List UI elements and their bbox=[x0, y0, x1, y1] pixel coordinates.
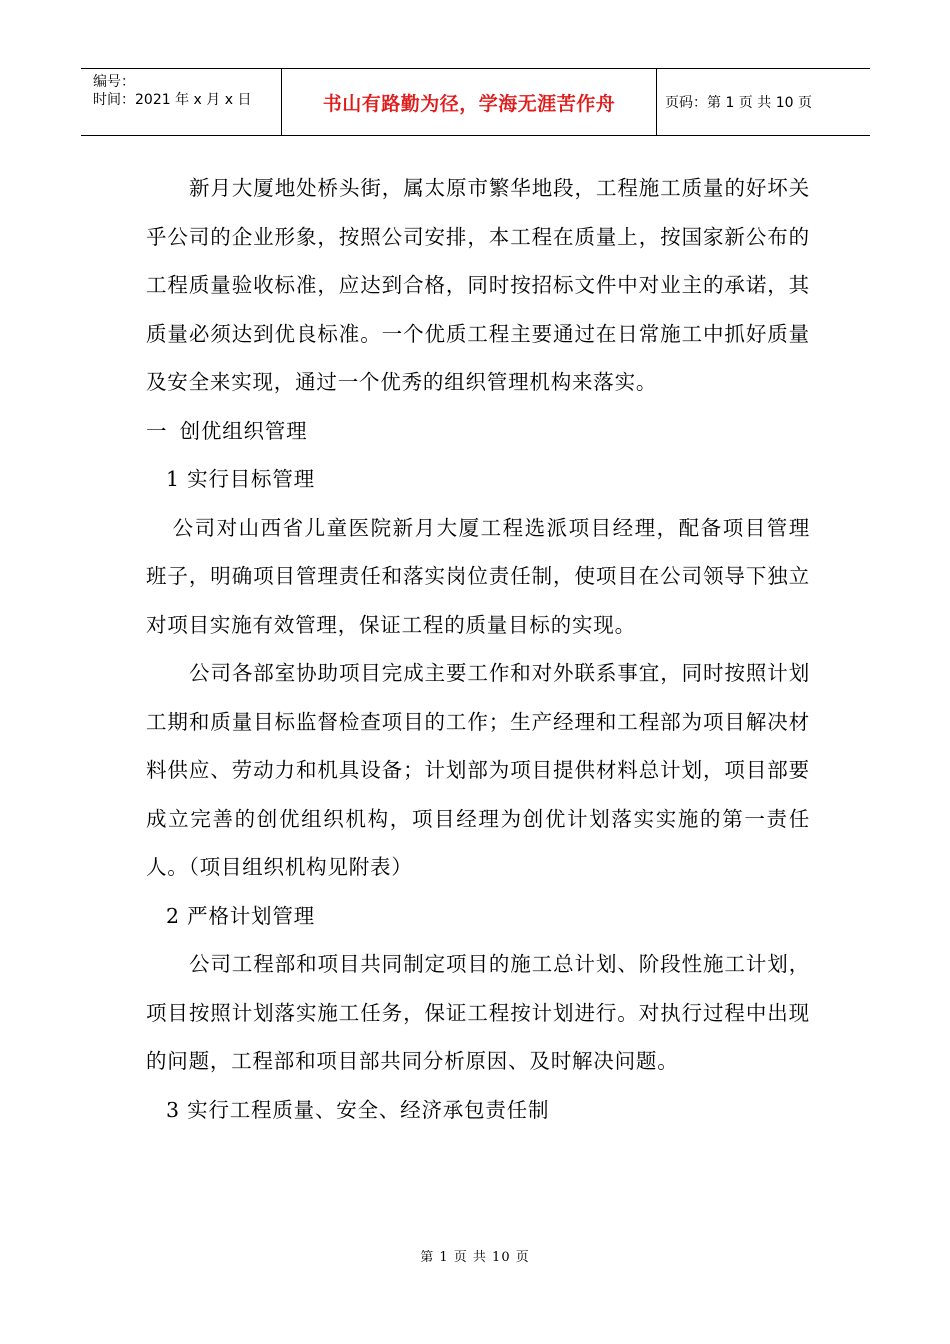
body-paragraph: 公司对山西省儿童医院新月大厦工程选派项目经理，配备项目管理班子，明确项目管理责任和落实岗位责任制，使项目在公司领导下独立对项目实施有效管理，保证工程的质量目标的实现。 bbox=[146, 515, 810, 637]
section-heading bbox=[146, 407, 810, 456]
intro-paragraph: 新月大厦地处桥头街，属太原市繁华地段，工程施工质量的好坏关乎公司的企业形象，按照公司安排，本工程在质量上，按国家新公布的工程质量验收标准，应达到合格，同时按招标文件中对业主的承诺，其质量必须达到优良标准。一个优质工程主要通过在日常施工中抓好质量及安全来实现，通过一个优秀的组织管理机构来落实。 bbox=[146, 176, 810, 394]
body-paragraph: 公司工程部和项目共同制定项目的施工总计划、阶段性施工计划，项目按照计划落实施工任务，保证工程按计划进行。对执行过程中出现的问题，工程部和项目部共同分析原因、及时解决问题。 bbox=[146, 952, 810, 1073]
serial-number-label: 编号： bbox=[93, 74, 135, 90]
section-number: 一 bbox=[146, 418, 168, 443]
motto-text: 书山有路勤为径，学海无涯苦作舟 bbox=[322, 92, 616, 115]
section-title: 创优组织管理 bbox=[179, 418, 308, 443]
header-info-cell bbox=[81, 69, 281, 135]
header-motto-cell bbox=[282, 69, 656, 135]
subsection-heading: 2 严格计划管理 bbox=[166, 903, 315, 928]
page-footer: 第 1 页 共 10 页 bbox=[420, 1250, 530, 1265]
document-body bbox=[146, 164, 810, 1134]
page-header bbox=[81, 68, 870, 136]
date-label: 时间：2021 年 x 月 x 日 bbox=[93, 92, 252, 108]
subsection-heading: 1 实行目标管理 bbox=[166, 467, 315, 491]
subsection-heading: 3 实行工程质量、安全、经济承包责任制 bbox=[166, 1097, 550, 1122]
body-paragraph: 公司各部室协助项目完成主要工作和对外联系事宜，同时按照计划工期和质量目标监督检查项目的工作；生产经理和工程部为项目解决材料供应、劳动力和机具设备；计划部为项目提供材料总计划，项目部要成立完善的创优组织机构，项目经理为创优计划落实实施的第一责任人。（项目组织机构见附表） bbox=[146, 661, 810, 879]
header-page-cell bbox=[657, 69, 870, 135]
page-number-label: 页码：第 1 页 共 10 页 bbox=[665, 95, 812, 111]
